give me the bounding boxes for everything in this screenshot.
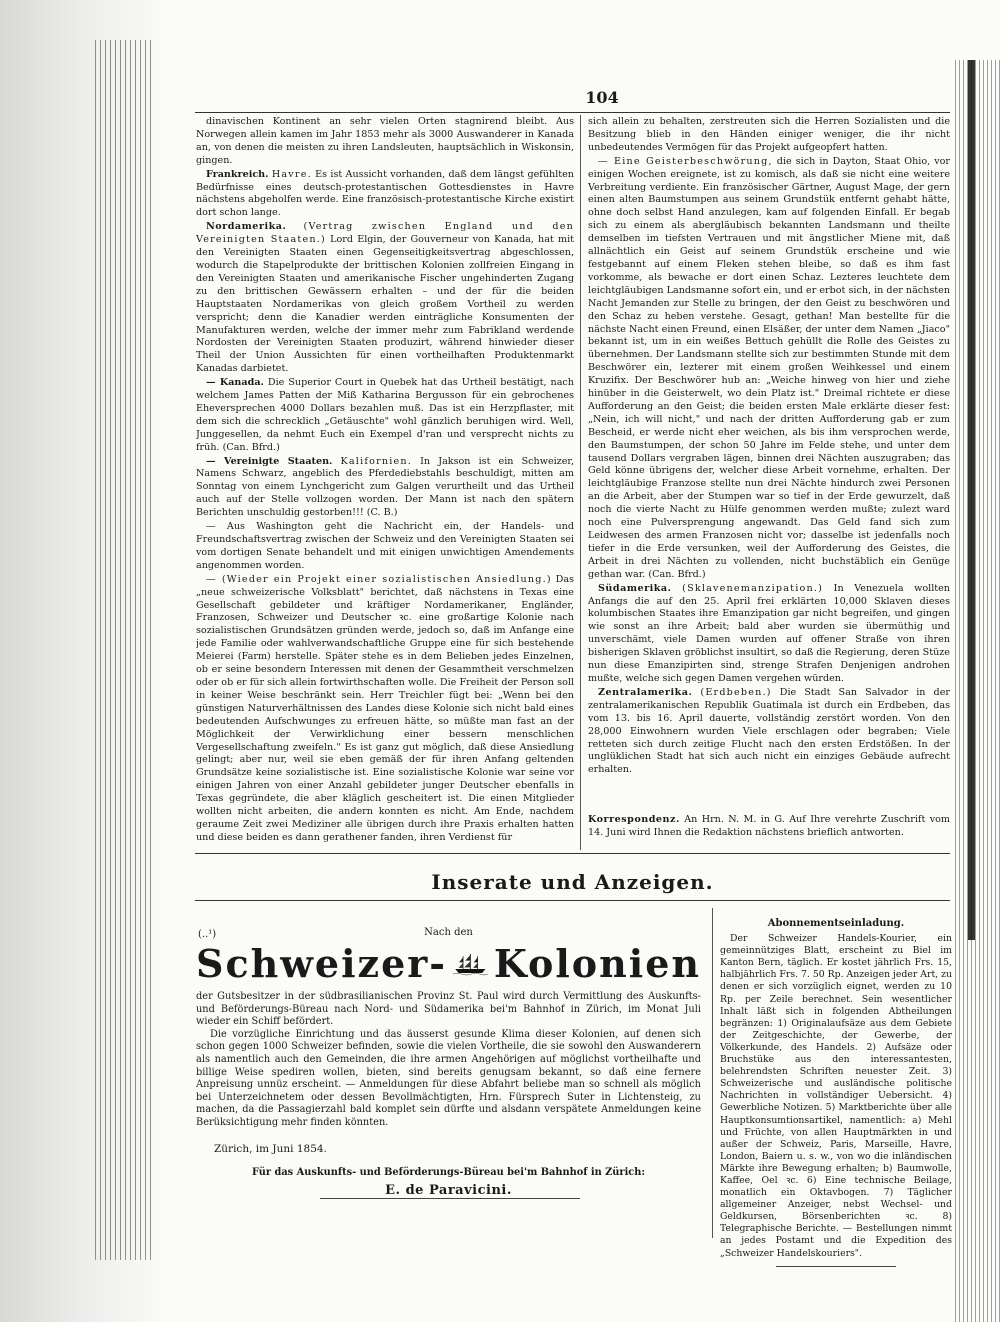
subscription-body: Der Schweizer Handels-Kourier, ein gemeinnütziges Blatt, erscheint zu Biel im Kanton Bern, täglich. Er kostet jährlich Frs. 15, halbjährlich Frs. 7. 50 Rp. Anzeigen jeder Art, zu denen er sich vorzüglich eignet, werden zu 10 Rp. per Zeile berechnet. Sein wesentlicher Inhalt läßt sich in folgenden Abtheilungen begränzen: 1) Originalaufsäze aus dem Gebiete der Zeitgeschichte, der Gewerbe, der Völkerkunde, des Handels. 2) Aufsäze oder Bruchstüke aus den interessantesten, belehrendsten Schriften neuester Zeit. 3) Schweizerische und ausländische politische Nachrichten in vollständiger Uebersicht. 4) Gewerbliche Notizen. 5) Marktberichte über alle Hauptkonsumtionsartikel, namentlich: a) Mehl und Früchte, von allen Hauptmärkten in und außer der Schweiz, Paris, Marseille, Havre, London, Baiern u. s. w., von wo die inländischen Märkte ihre Bewegung erhalten; b) Baumwolle, Kaffee, Oel ꝛc. 6) Eine technische Beilage, monatlich ein Oktavbogen. 7) Täglicher allgemeiner Anzeiger, nebst Wechsel- und Geldkursen, Börsenberichten ꝛc. 8) Telegraphische Berichte. — Bestellungen nimmt an jedes Postamt und die Expedition des „Schweizer Handelskouriers". bbox=[720, 933, 952, 1259]
ad-number: (..¹) bbox=[198, 929, 217, 940]
subscription-rule bbox=[776, 1266, 896, 1267]
ads-heading: Inserate und Anzeigen. bbox=[431, 870, 714, 894]
ad-body bbox=[196, 991, 701, 1130]
article-paragraph bbox=[196, 116, 574, 168]
paragraph-text: Es ist Aussicht vorhanden, daß dem längst gefühlten Bedürfnisse eines deutsch-protestantischen Gottesdienstes in Havre nächstens abgeholfen werde. Eine französisch-protestantische Kirche existirt dort schon lange. bbox=[196, 168, 574, 219]
ad-body-paragraph: der Gutsbesitzer in der südbrasilianischen Provinz St. Paul wird durch Vermittlung des Auskunfts- und Beförderungs-Büreau nach Nord- und Südamerika bei'm Bahnhof in Zürich, im Monat Juli wieder ein Schiff befördert. bbox=[196, 991, 701, 1028]
subheading: Havre. bbox=[271, 168, 312, 180]
article-paragraph bbox=[196, 521, 574, 573]
paragraph-text: Die Superior Court in Quebek hat das Urtheil bestätigt, nach welchem James Patten der Miß Katharina Bergusson für ein gebrochenes Eheversprechen 4000 Dollars bezahlen muß. Das ist ein Herzpflaster, mit dem sich die schrecklich „Getäuschte" wohl gänzlich beruhigen wird. Well, Junggesellen, da nehmt Euch ein Exempel d'ran und versprecht nichts zu früh. bbox=[196, 377, 574, 453]
paragraph-text: Das „neue schweizerische Volksblatt" berichtet, daß nächstens in Texas eine Gesellschaft gebildeter und kräftiger Nordamerikaner, Engländer, Franzosen, Schweizer und Deutscher ꝛc. eine großartige Kolonie nach sozialistischen Grundsätzen gründen werde, jedoch so, daß im Anfange eine jede Familie oder wahlverwandschaftliche Gruppe eine für sich bestehende Meierei (Farm) herstelle. Später stehe es in dem Belieben jedes Einzelnen, ob er seine besondern Interessen mit denen der Gesammtheit verschmelzen oder ob er für sich allein fortwirthschaften wolle. Die Freiheit der Person soll in keiner Weise beschränkt sein. Herr Treichler fügt bei: „Wenn bei den günstigen Naturverhältnissen des Landes diese Kolonie sich nicht bald eines bedeutenden Aufschwunges zu erfreuen hätte, so müßte man fast an der Möglichkeit der Verwirklichung einer bessern menschlichen Vergesellschaftung zweifeln." Es ist ganz gut möglich, daß diese Ansiedlung gelingt; aber nur, weil sie eben gemäß der für ihren Anfang geltenden Grundsätze keine sozialistische ist. Eine sozialistische Kolonie war seine vor einigen Jahren von einer Anzahl gebildeter junger Deutscher ebenfalls in Texas gegründete, die aber kläglich gescheitert ist. Die einen Mitglieder wollten nicht arbeiten, die andern konnten es nicht. Am Ende, nachdem geraume Zeit zwei Mediziner alle übrigen durch ihre Praxis erhalten hatten und diese beiden es dann gerathener fanden, ihren Verdienst für bbox=[196, 573, 574, 843]
article-paragraph bbox=[588, 583, 950, 686]
right-column bbox=[588, 116, 950, 864]
article-paragraph bbox=[196, 456, 574, 521]
article-paragraph bbox=[196, 221, 574, 376]
correspondence-text: An Hrn. N. M. in G. Auf Ihre verehrte Zuschrift vom 14. Juni wird Ihnen die Redaktion nächstens brieflich antworten. bbox=[588, 814, 950, 838]
paragraph-text: dinavischen Kontinent an sehr vielen Orten stagnirend bleibt. Aus Norwegen allein kamen im Jahr 1853 mehr als 3000 Auswanderer in Kanada an, von denen die meisten zu ihren Landsleuten, hauptsächlich in Wiskonsin, gingen. bbox=[196, 116, 574, 166]
subscription-advertisement bbox=[720, 918, 952, 1267]
page-edge-bar bbox=[968, 60, 975, 940]
article-paragraph bbox=[588, 116, 950, 155]
article-paragraph bbox=[588, 156, 950, 582]
header-rule bbox=[195, 112, 950, 113]
subheading: Kalifornien. bbox=[340, 455, 413, 467]
paragraph-text: die sich in Dayton, Staat Ohio, vor einigen Wochen ereignete, ist zu komisch, als daß sie nicht eine weitere Verbreitung verdiente. Ein französischer Gärtner, August Mage, der gern einen alten Baumstumpen aus seinem Grundstük entfernt gehabt hätte, ohne doch selbst Hand anzulegen, kam auf folgenden Einfall. Er begab sich zu einem als abergläubisch bekannten Landsmann und theilte demselben im tiefsten Vertrauen und mit ängstlicher Miene mit, daß allnächtlich ein Geist auf seinem Grundstük erscheine und wie festgebannt auf einem Fleken stehen bleibe, so daß es ihm fast vorkomme, als bewache er dort einen Schaz. Lezteres leuchtete dem leichtgläubigen Landsmanne sofort ein, und er erbot sich, in der nächsten Nacht Jemanden zur Stelle zu bringen, der den Geist zu beschwören und den Schaz zu heben verstehe. Gesagt, gethan! Man bestellte für die nächste Nacht einen Freund, einen Elsäßer, der unter dem Namen „Jiaco" bekannt ist, um in ein weißes Bettuch gehüllt die Rolle des Geistes zu übernehmen. Der Landsmann stellte sich zur bestimmten Stunde mit dem Beschwörer ein, lezterer mit einem großen Weihkessel und einem Kruzifix. Der Beschwörer hub an: „Weiche hinweg von hier und ziehe hinüber in die Geisterwelt, wo dein Platz ist." Dreimal richtete er diese Aufforderung an den Geist; die beiden ersten Male erklärte dieser fest: „Nein, ich will nicht," und nach der dritten Aufforderung gab er zum Bescheid, er werde nicht eher weichen, als bis ihm versprochen werde, den Baumstumpen, der schon 50 Jahre im Felde stehe, und unter dem tausend Dollars vergraben lägen, binnen drei Nächten auszugraben; das Geld könne übrigens der, welcher diese Arbeit vornehme, erhalten. Der leichtgläubige Franzose stellte nun drei Nächte hindurch zwei Personen an die Arbeit, aber der Stumpen war so tief in der Erde gewurzelt, daß noch die vierte Nacht zu Hülfe genommen werden mußte; zulezt ward noch eine Pulversprengung angewandt. Das Geld fand sich zum Leidwesen des armen Franzosen nicht vor; dasselbe ist jedenfalls noch tiefer in die Erde versunken, weil der Aufforderung des Geistes, die Arbeit in drei Nächten zu vollenden, nicht buchstäblich ein Genüge gethan war. bbox=[588, 155, 950, 580]
subheading: (Sklavenemanzipation.) bbox=[682, 582, 824, 594]
subheading: — Eine Geisterbeschwörung, bbox=[598, 155, 773, 167]
page-edge-stack bbox=[955, 60, 1000, 1322]
ad-bottom-rule bbox=[320, 1198, 580, 1199]
source-citation: (Can. Bfrd.) bbox=[222, 441, 280, 453]
subheading: — (Wieder ein Projekt einer sozialistischen Ansiedlung.) bbox=[206, 573, 552, 585]
binding-stitching bbox=[95, 40, 155, 1260]
article-paragraph bbox=[196, 574, 574, 845]
ad-body-paragraph: Die vorzügliche Einrichtung und das äusserst gesunde Klima dieser Kolonien, auf denen sich schon gegen 1000 Schweizer befinden, sowie die vielen Vortheile, die sie sowohl den Auswanderern als namentlich auch den Gemeinden, die ihre armen Angehörigen auf möglichst vortheilhafte und billige Weise spediren wollen, bieten, sind bereits genugsam bekannt, so daß eine fernere Anpreisung unnüz erscheint. — Anmeldungen für diese Abfahrt beliebe man so schnell als möglich bei Unterzeichnetem oder dessen Bevollmächtigten, Hrn. Fürsprech Suter in Lichtensteig, zu machen, da die Passagierzahl bald komplet sein dürfte und alsdann verspätete Anmeldungen keine Berüksichtigung mehr finden könnten. bbox=[196, 1028, 701, 1128]
section-heading: Südamerika. bbox=[598, 582, 672, 594]
ad-headline bbox=[196, 941, 701, 987]
section-heading: — Vereinigte Staaten. bbox=[206, 455, 333, 467]
source-citation: (Can. Bfrd.) bbox=[648, 568, 706, 580]
paragraph-text: Die Stadt San Salvador in der zentralamerikanischen Republik Guatimala ist durch ein Erdbeben, das vom 13. bis 16. April dauerte, vollständig zerstört worden. Von den 28,000 Einwohnern wurden Viele erschlagen oder begraben; Viele retteten sich durch zeitige Flucht nach den ersten Erdstößen. In der unglüklichen Stadt hat sich auch nicht ein einziges Gebäude aufrecht erhalten. bbox=[588, 686, 950, 776]
correspondence-notice bbox=[588, 814, 950, 840]
paragraph-text: In Jakson ist ein Schweizer, Namens Schwarz, angeblich des Pferdediebstahls beschuldigt, mitten am Sonntag von einem Lynchgericht zum Galgen verurtheilt und das Urtheil auch auf der Stelle vollzogen worden. Der Mann ist nach den spätern Berichten unschuldig gestorben!!! (C. B.) bbox=[196, 455, 574, 519]
paragraph-text: Lord Elgin, der Gouverneur von Kanada, hat mit den Vereinigten Staaten einen Gegenseitigkeitsvertrag abgeschlossen, wodurch die Stapelprodukte der brittischen Kolonien zollfreien Eingang in den Vereinigten Staaten und amerikanische Fischer ungehinderten Zugang zu den brittischen Gewässern erhalten – und der für die beiden Hauptstaaten Nordamerikas von gleich großem Vortheil zu werden verspricht; denn die Kanadier werden einträgliche Konsumenten der Manufakturen werden, welche der immer mehr zum Fabrikland werdende Nordosten der Vereinigten Staaten produzirt, während hinwieder dieser Theil der Union Aussichten für einen vortheilhaften Produktenmarkt Kanadas darbietet. bbox=[196, 234, 574, 375]
subscription-title: Abonnementseinladung. bbox=[767, 918, 905, 929]
ads-rule bbox=[195, 900, 950, 901]
left-column bbox=[196, 116, 574, 848]
article-paragraph bbox=[196, 169, 574, 221]
correspondence-label: Korrespondenz. bbox=[588, 814, 680, 825]
ad-headline-right: Kolonien bbox=[493, 941, 701, 986]
section-heading: Nordamerika. bbox=[206, 221, 287, 233]
page-number: 104 bbox=[585, 88, 619, 107]
ad-signature-line: Für das Auskunfts- und Beförderungs-Büreau bei'm Bahnhof in Zürich: bbox=[252, 1167, 645, 1178]
ad-intro: Nach den bbox=[424, 927, 473, 938]
ad-signature-name: E. de Paravicini. bbox=[385, 1183, 512, 1198]
ads-column-divider bbox=[712, 908, 713, 1238]
article-paragraph bbox=[196, 377, 574, 454]
section-heading: Frankreich. bbox=[206, 168, 269, 180]
subheading: (Vertrag zwischen England und den Vereinigten Staaten.) bbox=[196, 221, 574, 246]
emigration-advertisement bbox=[196, 905, 701, 1235]
ad-date: Zürich, im Juni 1854. bbox=[214, 1143, 327, 1155]
section-heading: — Kanada. bbox=[206, 377, 264, 389]
paragraph-text: sich allein zu behalten, zerstreuten sich die Herren Sozialisten und die Besitzung blieb in den Händen einiger weniger, die ihr nicht unbedeutendes Vermögen für das Projekt aufgeopfert hatten. bbox=[588, 116, 950, 153]
section-rule bbox=[195, 853, 950, 854]
subheading: (Erdbeben.) bbox=[700, 686, 772, 698]
section-heading: Zentralamerika. bbox=[598, 686, 693, 698]
article-paragraph bbox=[588, 687, 950, 777]
column-divider bbox=[580, 115, 581, 850]
sailing-ship-icon bbox=[453, 944, 488, 984]
paragraph-text: In Venezuela wollten Anfangs die auf den 25. April frei erklärten 10,000 Sklaven dieses kolumbischen Staates ihre Emanzipation gar nicht begreifen, und gingen wie sonst an ihre Arbeit; bald aber wurden sie übermüthig und unverschämt, viele Damen wurden auf offener Straße von ihren bisherigen Sklaven gröblichst insultirt, so daß die Regierung, deren Stüze nun diese Emanzipirten sind, strenge Strafen Denjenigen androhen mußte, welche sich gegen Damen vergehen würden. bbox=[588, 582, 950, 684]
paragraph-text: — Aus Washington geht die Nachricht ein, der Handels- und Freundschaftsvertrag zwischen der Schweiz und den Vereinigten Staaten sei vom dortigen Senate behandelt und mit einigen unwichtigen Amendements angenommen worden. bbox=[196, 521, 574, 571]
ad-headline-left: Schweizer- bbox=[196, 941, 448, 986]
